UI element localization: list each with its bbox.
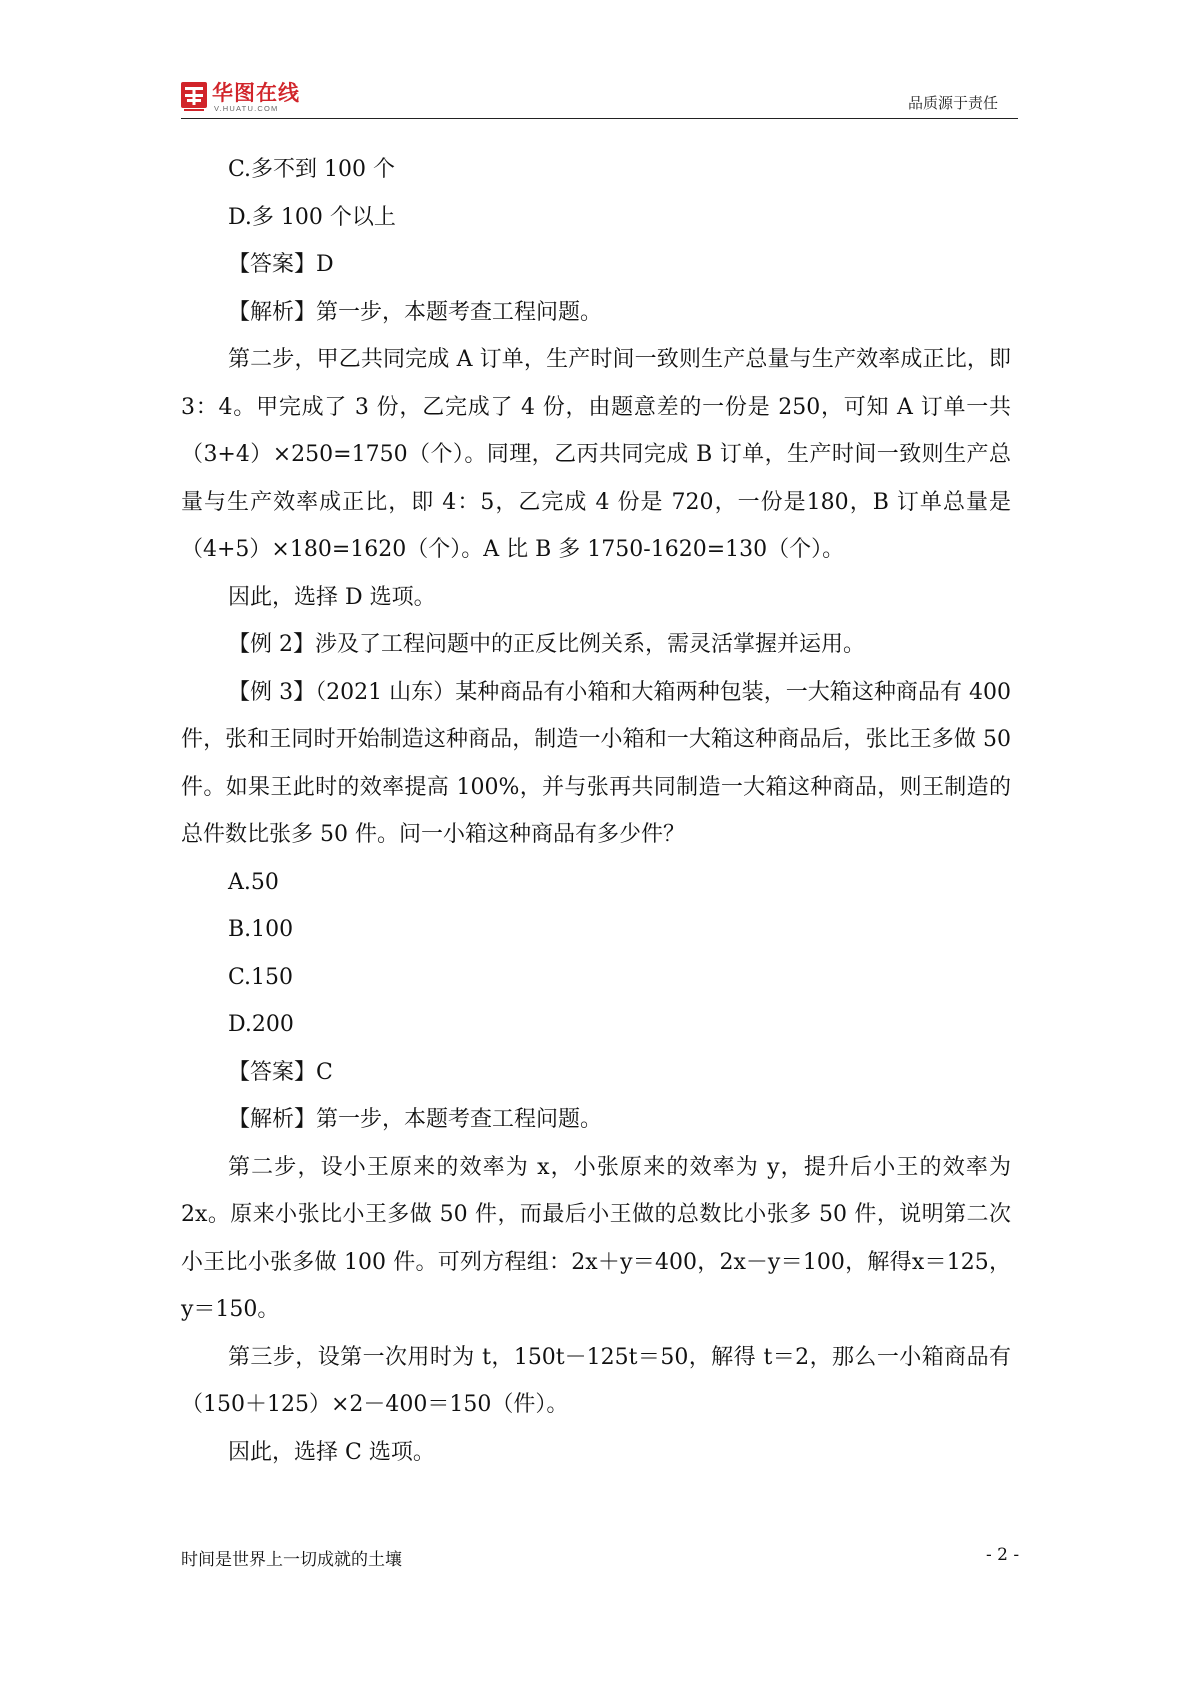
option-a: A.50 [228, 869, 279, 895]
option-c: C.150 [228, 964, 294, 990]
answer-line: 【答案】C [228, 1059, 333, 1085]
analysis-step-2: 第二步，设小王原来的效率为 x，小张原来的效率为 y，提升后小王的效率为 2x。原来小张比小王多做 50 件，而最后小王做的总数比小张多 50 件，说明第二次小王比小张多做 100 件。可列方程组：2x＋y＝400，2x－y＝100，解得x＝125，y＝150。 [181, 1154, 1011, 1322]
analysis-step-3: 第三步，设第一次用时为 t，150t－125t＝50，解得 t＝2，那么一小箱商品有（150＋125）×2－400＝150（件）。 [181, 1344, 1011, 1417]
option-d: D.200 [228, 1012, 294, 1037]
option-c: C.多不到 100 个 [228, 157, 396, 182]
page-header [181, 82, 1018, 119]
example-3-question: 【例 3】（2021 山东）某种商品有小箱和大箱两种包装，一大箱这种商品有 400 件，张和王同时开始制造这种商品，制造一小箱和一大箱这种商品后，张比王多做 50 件。如果王此时的效率提高 100%，并与张再共同制造一大箱这种商品，则王制造的总件数比张多 50 件。问一小箱这种商品有多少件？ [181, 679, 1011, 847]
example-2-note: 【例 2】涉及了工程问题中的正反比例关系，需灵活掌握并运用。 [228, 632, 865, 657]
analysis-step-2: 第二步，甲乙共同完成 A 订单，生产时间一致则生产总量与生产效率成正比，即 3：4。甲完成了 3 份，乙完成了 4 份，由题意差的一份是 250，可知 A 订单一共（3+4）×250=1750（个）。同理，乙丙共同完成 B 订单，生产时间一致则生产总量与生产效率成正比，即 4：5，乙完成 4 份是 720，一份是180，B 订单总量是（4+5）×180=1620（个）。A 比 B 多 1750-1620=130（个）。 [181, 347, 1011, 562]
answer-line: 【答案】D [228, 252, 334, 277]
option-d: D.多 100 个以上 [228, 204, 396, 230]
analysis-step-1: 【解析】第一步，本题考查工程问题。 [228, 299, 603, 325]
footer-motto: 时间是世界上一切成就的土壤 [181, 1550, 402, 1570]
conclusion-line: 因此，选择 D 选项。 [228, 584, 436, 610]
option-b: B.100 [228, 917, 294, 942]
header-tagline: 品质源于责任 [907, 94, 998, 112]
document-body [181, 146, 1011, 1476]
logo-url: V.HUATU.COM [214, 104, 279, 113]
analysis-step-1: 【解析】第一步，本题考查工程问题。 [228, 1107, 603, 1132]
conclusion-line: 因此，选择 C 选项。 [228, 1439, 435, 1465]
logo-wordmark: 华图在线 [212, 81, 300, 105]
page-number: - 2 - [986, 1545, 1020, 1565]
huatu-logo [181, 82, 300, 113]
huatu-logo-icon [181, 82, 207, 112]
